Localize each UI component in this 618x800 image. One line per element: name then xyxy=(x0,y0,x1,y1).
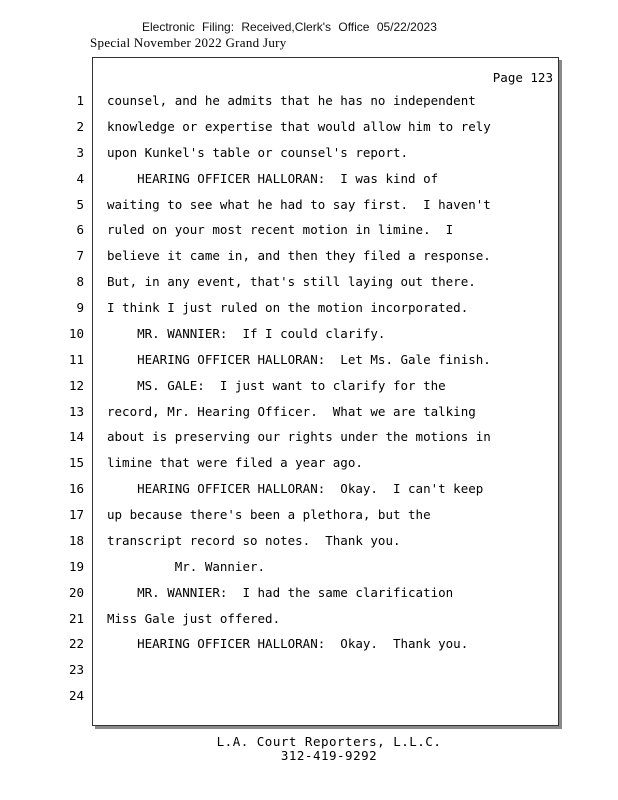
line-number: 21 xyxy=(68,611,84,626)
line-number: 7 xyxy=(76,248,84,263)
line-number: 13 xyxy=(68,404,84,419)
transcript-line: waiting to see what he had to say first. I haven't xyxy=(107,197,491,212)
transcript-line: HEARING OFFICER HALLORAN: Let Ms. Gale finish. xyxy=(107,352,491,367)
transcript-line: Miss Gale just offered. xyxy=(107,611,281,626)
transcript-line: transcript record so notes. Thank you. xyxy=(107,533,401,548)
line-number: 24 xyxy=(68,688,84,703)
line-number: 23 xyxy=(68,662,84,677)
line-number: 15 xyxy=(68,455,84,470)
filing-stamp: Electronic Filing: Received,Clerk's Office 05/22/2023 xyxy=(142,20,437,34)
transcript-line: up because there's been a plethora, but the xyxy=(107,507,431,522)
reporter-company: L.A. Court Reporters, L.L.C. xyxy=(216,734,442,749)
line-number: 9 xyxy=(76,300,84,315)
line-number: 14 xyxy=(68,429,84,444)
transcript-line: counsel, and he admits that he has no independent xyxy=(107,93,476,108)
line-number: 11 xyxy=(68,352,84,367)
page-number: Page 123 xyxy=(492,70,553,85)
line-number: 5 xyxy=(76,197,84,212)
transcript-line: believe it came in, and then they filed a response. xyxy=(107,248,491,263)
grand-jury-header: Special November 2022 Grand Jury xyxy=(90,35,287,50)
line-number: 10 xyxy=(68,326,84,341)
line-number: 18 xyxy=(68,533,84,548)
line-number: 16 xyxy=(68,481,84,496)
line-number: 3 xyxy=(76,145,84,160)
line-number: 2 xyxy=(76,119,84,134)
transcript-line: HEARING OFFICER HALLORAN: Okay. I can't keep xyxy=(107,481,484,496)
transcript-line: But, in any event, that's still laying out there. xyxy=(107,274,476,289)
line-number: 19 xyxy=(68,559,84,574)
line-number: 4 xyxy=(76,171,84,186)
transcript-line: MS. GALE: I just want to clarify for the xyxy=(107,378,446,393)
transcript-line: about is preserving our rights under the motions in xyxy=(107,429,491,444)
line-number: 6 xyxy=(76,222,84,237)
line-number: 8 xyxy=(76,274,84,289)
line-number: 17 xyxy=(68,507,84,522)
transcript-line: ruled on your most recent motion in limine. I xyxy=(107,222,454,237)
transcript-line: Mr. Wannier. xyxy=(107,559,266,574)
transcript-line: HEARING OFFICER HALLORAN: Okay. Thank you. xyxy=(107,636,469,651)
transcript-line: record, Mr. Hearing Officer. What we are talking xyxy=(107,404,476,419)
transcript-line: limine that were filed a year ago. xyxy=(107,455,363,470)
reporter-phone: 312-419-9292 xyxy=(280,748,378,763)
line-number: 20 xyxy=(68,585,84,600)
transcript-line: knowledge or expertise that would allow him to rely xyxy=(107,119,491,134)
line-number: 12 xyxy=(68,378,84,393)
transcript-line: upon Kunkel's table or counsel's report. xyxy=(107,145,409,160)
transcript-line: MR. WANNIER: I had the same clarification xyxy=(107,585,454,600)
transcript-line: HEARING OFFICER HALLORAN: I was kind of xyxy=(107,171,439,186)
line-number: 1 xyxy=(76,93,84,108)
transcript-line: MR. WANNIER: If I could clarify. xyxy=(107,326,386,341)
transcript-line: I think I just ruled on the motion incorporated. xyxy=(107,300,469,315)
line-number: 22 xyxy=(68,636,84,651)
